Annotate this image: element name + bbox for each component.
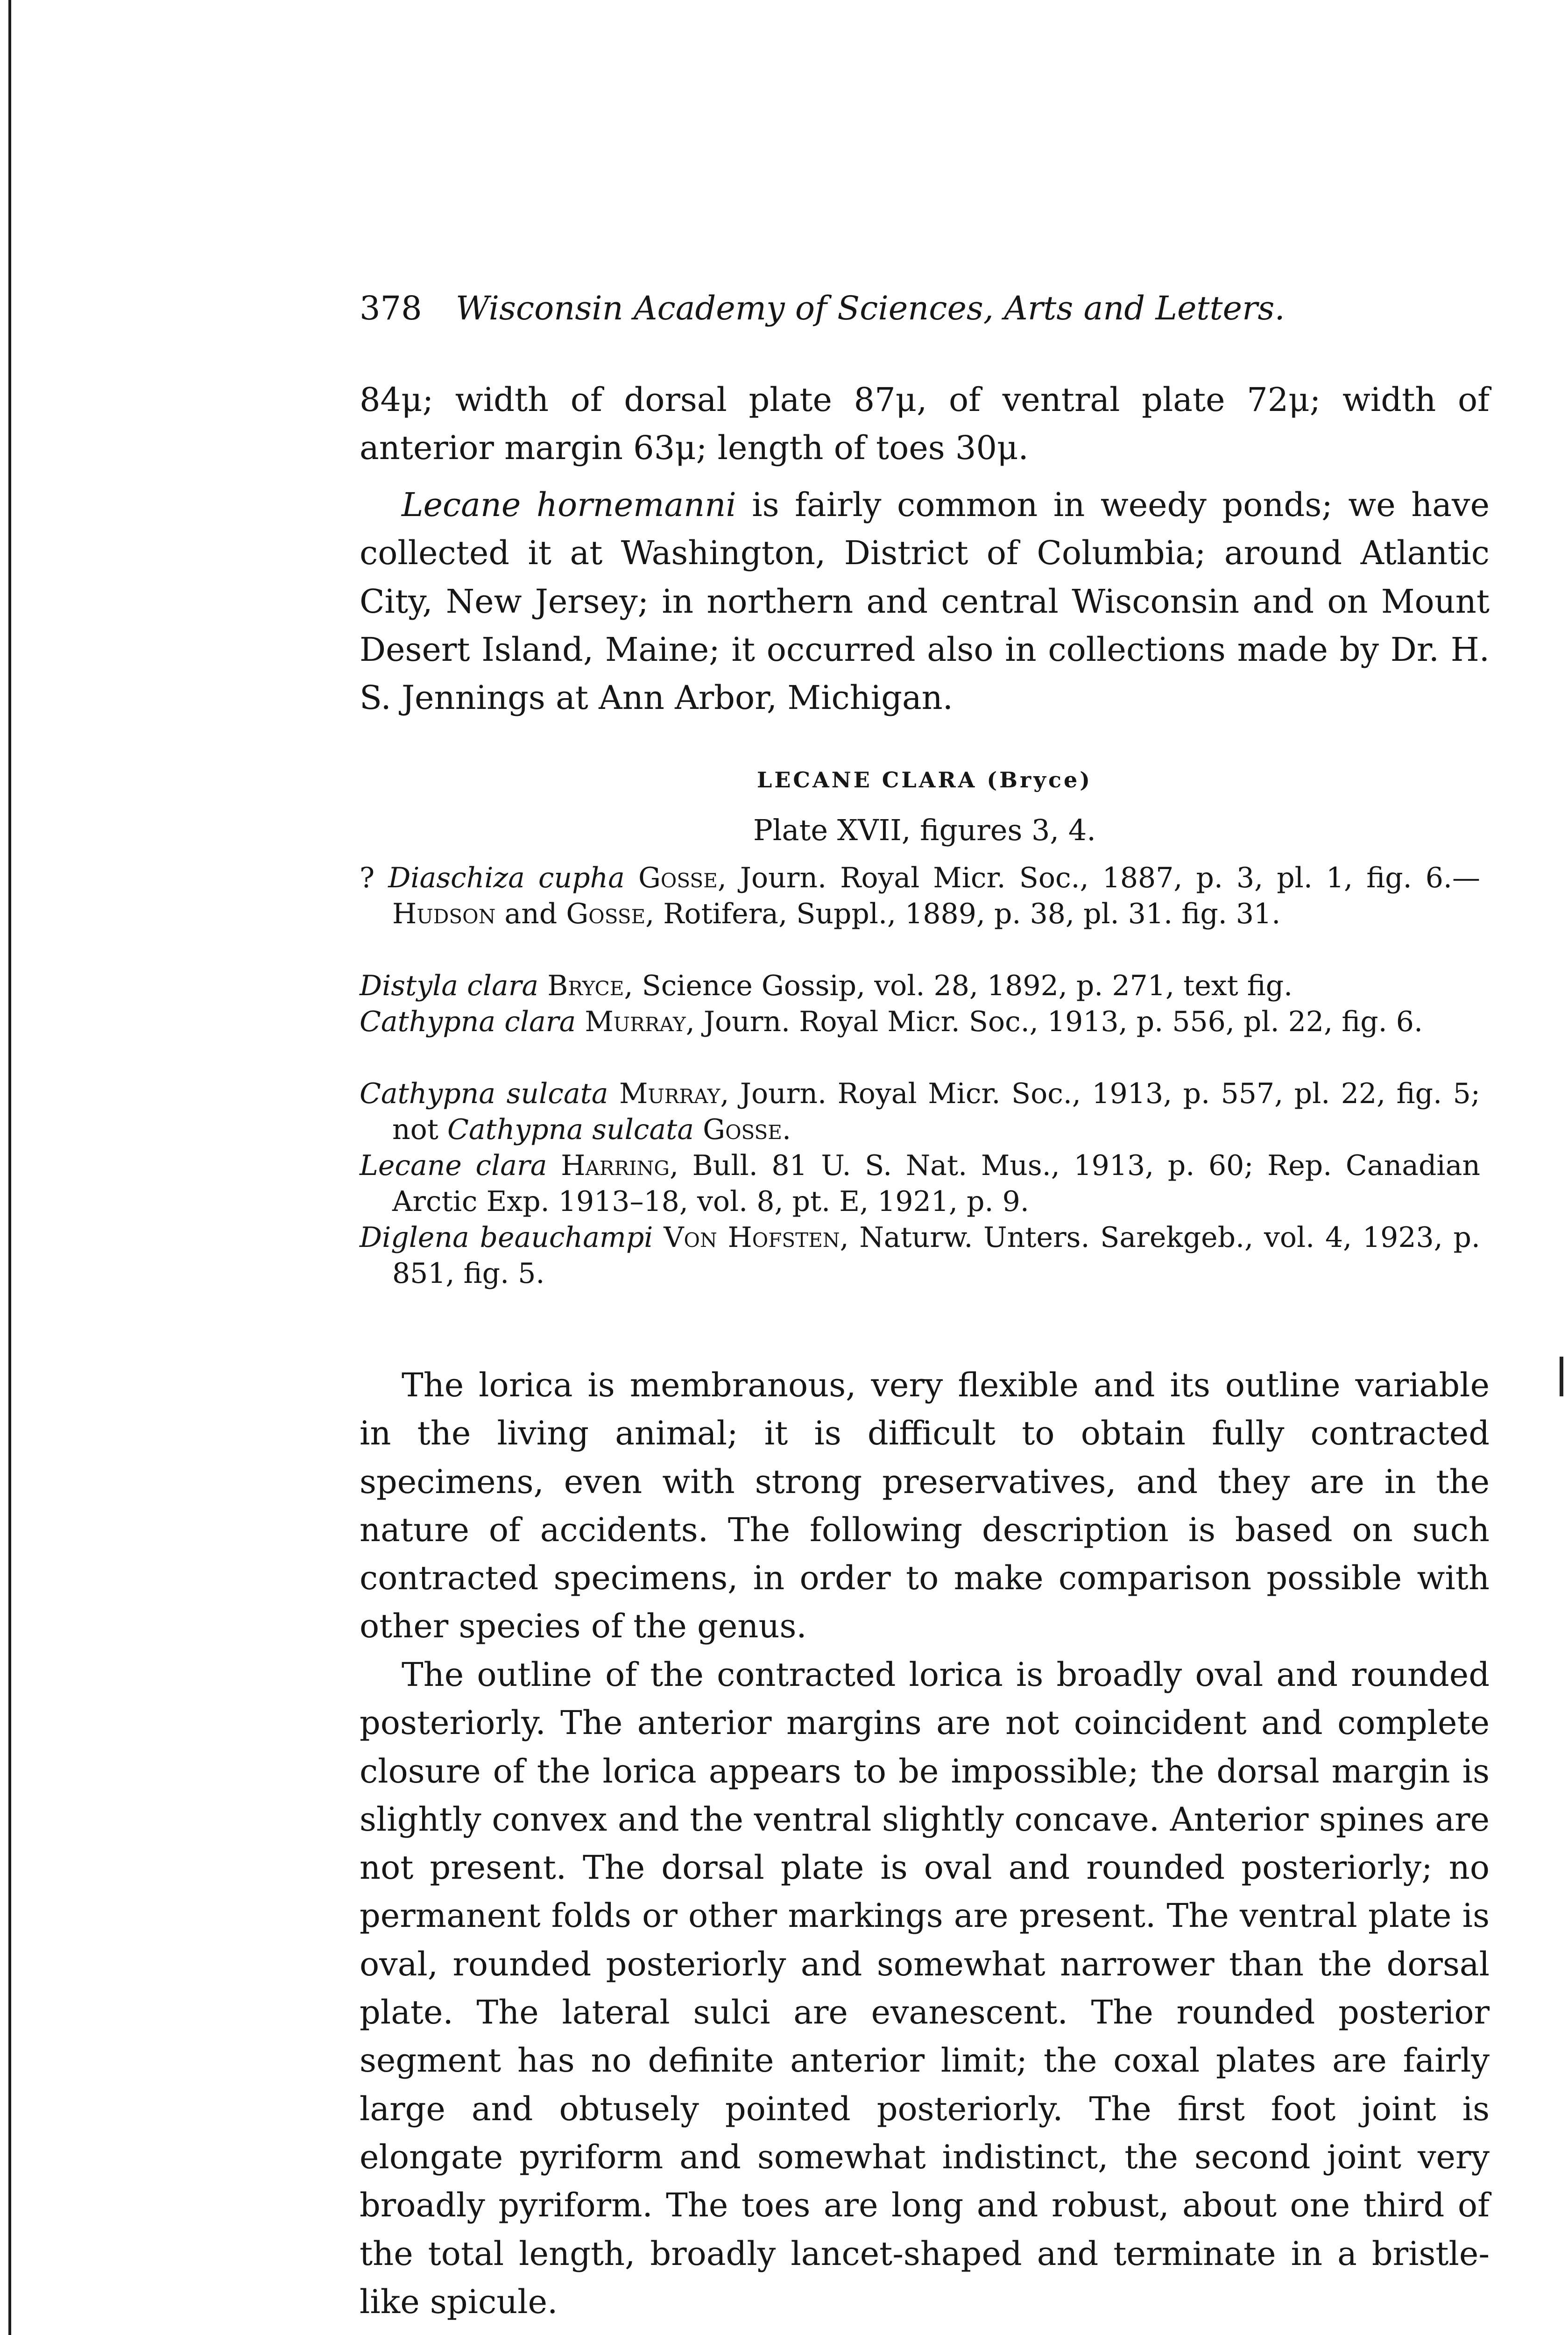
synonym-author: Bryce: [547, 969, 624, 1002]
synonym-citation: , Science Gossip, vol. 28, 1892, p. 271, text fig.: [624, 969, 1293, 1002]
synonym-citation: , Rotifera, Suppl., 1889, p. 38, pl. 31. fig. 31.: [645, 898, 1281, 930]
synonymy-entry: [360, 1148, 1480, 1220]
synonym-species: Cathypna sulcata: [447, 1113, 694, 1146]
page-number: 378: [360, 289, 422, 327]
synonymy-entry: [360, 1220, 1480, 1292]
synonym-citation: , Naturw. Unters. Sarekgeb., vol. 4, 1923, p. 851, fig. 5.: [392, 1221, 1480, 1290]
species-name: Lecane hornemanni: [402, 486, 736, 524]
synonym-author: Gosse: [703, 1113, 782, 1146]
synonym-author: Murray: [585, 1005, 686, 1038]
synonym-author: Von Hofsten: [664, 1221, 840, 1254]
synonymy-entry: [360, 968, 1480, 1004]
plate-reference: Plate XVII, figures 3, 4.: [753, 813, 1096, 847]
journal-title: Wisconsin Academy of Sciences, Arts and Letters.: [455, 289, 1285, 327]
synonym-author: Hudson: [392, 898, 496, 930]
synonymy-entry: [360, 1076, 1480, 1148]
synonym-citation: , Bull. 81 U. S. Nat. Mus., 1913, p. 60; Rep. Canadian Arctic Exp. 1913–18, vol. 8, pt. E, 1921, p. 9.: [392, 1149, 1481, 1218]
synonym-species: Distyla clara: [360, 969, 539, 1002]
section-heading: LECANE CLARA (Bryce): [756, 767, 1093, 792]
synonym-citation: , Journ. Royal Micr. Soc., 1913, p. 557, pl. 22, fig. 5; not: [392, 1077, 1480, 1146]
synonymy-entry: [360, 1004, 1480, 1040]
edge-mark: [1560, 1357, 1563, 1396]
body-paragraph: [360, 1651, 1490, 2326]
synonym-species: Cathypna sulcata: [360, 1077, 608, 1110]
synonym-citation: and: [495, 898, 566, 930]
paragraph-text: The lorica is membranous, very flexible and its outline variable in the living animal; it is difficult to obtain fully contracted specimens, even with strong preservatives, and they are in the nature of accidents. The following description is based on such contracted specimens, in order to make comparison possible with other species of the genus.: [360, 1366, 1490, 1646]
synonym-citation: , Journ. Royal Micr. Soc., 1887, p. 3, pl. 1, fig. 6.—: [717, 862, 1480, 894]
paragraph-text: The outline of the contracted lorica is broadly oval and rounded posteriorly. The anterior margins are not coincident and complete closure of the lorica appears to be impossible; the dorsal margin is slightly convex and the ventral slightly concave. Anterior spines are not present. The dorsal plate is oval and rounded posteriorly; no permanent folds or other markings are present. The ventral plate is oval, rounded posteriorly and somewhat narrower than the dorsal plate. The lateral sulci are evanescent. The rounded posterior segment has no definite anterior limit; the coxal plates are fairly large and obtusely pointed posteriorly. The first foot joint is elongate pyriform and somewhat indistinct, the second joint very broadly pyriform. The toes are long and robust, about one third of the total length, broadly lancet-shaped and terminate in a bristle-like spicule.: [360, 1656, 1490, 2321]
synonym-species: Lecane clara: [360, 1149, 547, 1182]
uncertain-mark: ?: [360, 862, 388, 894]
synonymy-entry: [360, 860, 1480, 932]
paragraph-text: is fairly common in weedy ponds; we have collected it at Washington, District of Columbia; around Atlantic City, New Jersey; in northern and central Wisconsin and on Mount Desert Island, Maine; it occurred also in collections made by Dr. H. S. Jennings at Ann Arbor, Michigan.: [360, 486, 1490, 717]
synonym-author: Murray: [619, 1077, 720, 1110]
synonym-species: Diglena beauchampi: [360, 1221, 653, 1254]
intro-paragraph: 84μ; width of dorsal plate 87μ, of ventral plate 72μ; width of anterior margin 63μ; length of toes 30μ.: [360, 381, 1490, 467]
synonym-author: Gosse: [566, 898, 646, 930]
synonym-species: Diaschiza cupha: [388, 862, 625, 894]
body-paragraph: [360, 1361, 1490, 1651]
synonym-citation: .: [782, 1113, 791, 1146]
synonym-author: Harring: [561, 1149, 670, 1182]
hornemanni-paragraph: [360, 481, 1490, 722]
synonym-citation: , Journ. Royal Micr. Soc., 1913, p. 556, pl. 22, fig. 6.: [685, 1005, 1423, 1038]
synonym-species: Cathypna clara: [360, 1005, 576, 1038]
synonym-author: Gosse: [638, 862, 718, 894]
running-header: [360, 290, 1490, 327]
